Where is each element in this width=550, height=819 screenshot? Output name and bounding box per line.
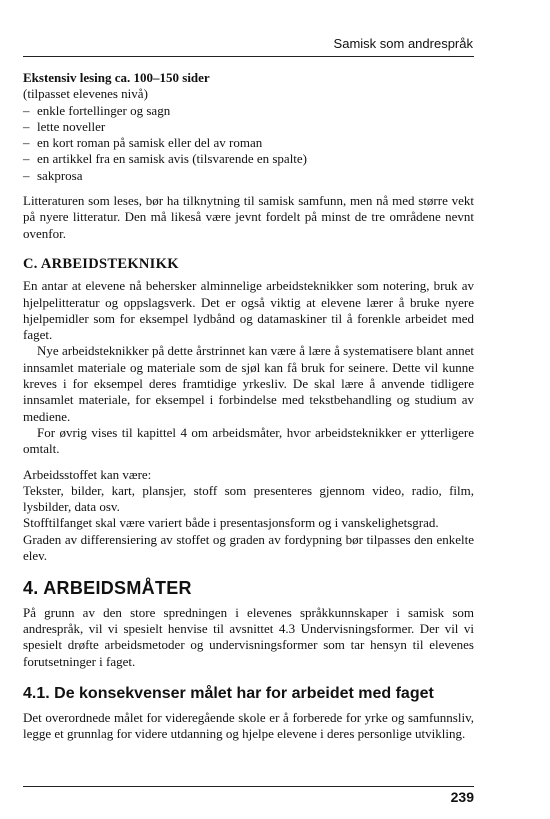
paragraph: På grunn av den store spredningen i elevenes språkkunnskaper i samisk som andrespråk, vil vi spesielt henvise til avsnittet 4.3 Undervisningsformer. Der vil vi spesielt drøfte arbeidsmetoder og undervisningsformer som tar hensyn til elevenes forutsetninger i faget. <box>23 604 474 669</box>
list-item: – en kort roman på samisk eller del av roman <box>23 135 474 151</box>
list-item: – enkle fortellinger og sagn <box>23 103 474 119</box>
header-rule <box>23 56 474 57</box>
chapter-heading: 4. ARBEIDSMÅTER <box>23 578 192 599</box>
list-item: – sakprosa <box>23 168 474 184</box>
paragraph: For øvrig vises til kapittel 4 om arbeidsmåter, hvor arbeidsteknikker er ytterligere omtalt. <box>23 424 474 457</box>
paragraph: Det overordnede målet for videregående skole er å forberede for yrke og samfunnsliv, legge et grunnlag for videre utdanning og hjelpe elevene i deres personlige utvikling. <box>23 710 474 742</box>
running-title: Samisk som andrespråk <box>333 36 473 51</box>
section-c-heading: C. ARBEIDSTEKNIKK <box>23 255 179 272</box>
section-heading: 4.1. De konsekvenser målet har for arbeidet med faget <box>23 684 434 702</box>
paragraph: En antar at elevene nå behersker alminnelige arbeidsteknikker som notering, bruk av hjelpelitteratur og oppslagsverk. Det er også viktig at elevene lærer å bruke nyere hjelpemidler som for eksempel lydbånd og datamaskiner til å forenkle arbeidet med faget. <box>23 278 474 343</box>
list-item: – en artikkel fra en samisk avis (tilsvarende en spalte) <box>23 151 474 167</box>
extensive-reading-heading: Ekstensiv lesing ca. 100–150 sider <box>23 70 210 85</box>
literature-paragraph: Litteraturen som leses, bør ha tilknytning til samisk samfunn, men nå med større vekt på nyere litteratur. Den må likeså være jevnt fordelt på minst de tre områdene nevnt ovenfor. <box>23 193 474 241</box>
page-content <box>23 70 474 743</box>
extensive-reading-note: (tilpasset elevenes nivå) <box>23 86 148 102</box>
list-item: – lette noveller <box>23 119 474 135</box>
footer-rule <box>23 786 474 787</box>
material-line: Graden av differensiering av stoffet og graden av fordypning bør tilpasses den enkelte elev. <box>23 531 474 564</box>
material-intro: Arbeidsstoffet kan være: <box>23 466 152 482</box>
material-line: Tekster, bilder, kart, plansjer, stoff som presenteres gjennom video, radio, film, lysbilder, data osv. <box>23 482 474 515</box>
paragraph: Nye arbeidsteknikker på dette årstrinnet kan være å lære å systematisere blant annet innsamlet materiale og materiale som de sjøl kan få bruk for seinere. Dette vil kunne kreves i for eksempel deres framtidige yrkesliv. De skal lære å anvende tidligere innsamlet materiale, for eksempel i forbindelse med tekstbehandling og studium av mediene. <box>23 343 474 424</box>
page-number: 239 <box>450 789 474 805</box>
material-line: Stofftilfanget skal være variert både i presentasjonsform og i vanskelighetsgrad. <box>23 515 439 531</box>
reading-list <box>23 103 474 184</box>
